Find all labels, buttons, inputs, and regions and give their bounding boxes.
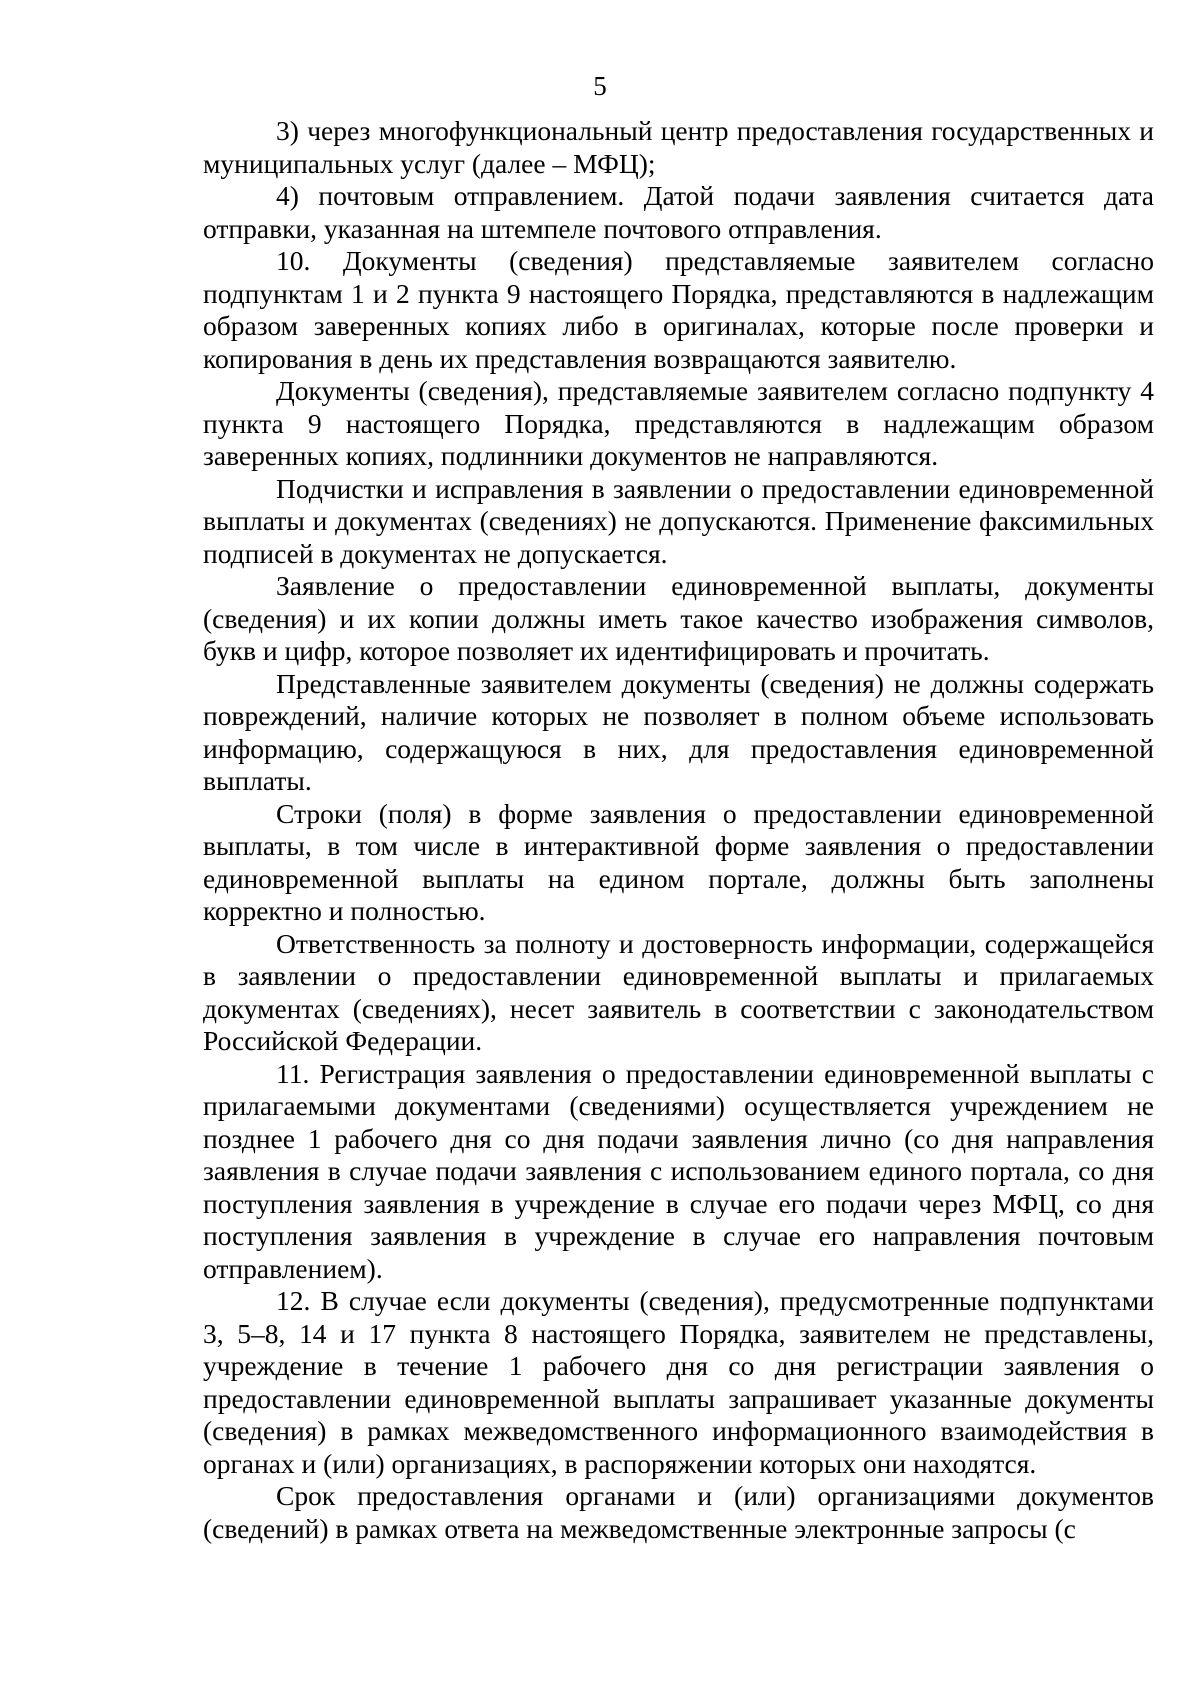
paragraph-no-damage: Представленные заявителем документы (сведения) не должны содержать повреждений, наличие которых не позволяет в полном объеме использовать информацию, содержащуюся в них, для предоставления единовременной выплаты. (203, 667, 1154, 796)
paragraph-clause-12: 12. В случае если документы (сведения), предусмотренные подпунктами 3, 5–8, 14 и 17 пункта 8 настоящего Порядка, заявителем не представлены, учреждение в течение 1 рабочего дня со дня регистрации заявления о предоставлении единовременной выплаты запрашивает указанные документы (сведения) в рамках межведомственного информационного взаимодействия в органах и (или) организациях, в распоряжении которых они находятся. (203, 1285, 1154, 1479)
paragraph-form-fields: Строки (поля) в форме заявления о предоставлении единовременной выплаты, в том числе в интерактивной форме заявления о предоставлении единовременной выплаты на едином портале, должны быть заполнены корректно и полностью. (203, 797, 1154, 926)
paragraph-image-quality: Заявление о предоставлении единовременной выплаты, документы (сведения) и их копии должны иметь такое качество изображения символов, букв и цифр, которое позволяет их идентифицировать и прочитать. (203, 570, 1154, 666)
paragraph-responsibility: Ответственность за полноту и достоверность информации, содержащейся в заявлении о предоставлении единовременной выплаты и прилагаемых документах (сведениях), несет заявитель в соответствии с законодательством Российской Федерации. (203, 927, 1154, 1056)
paragraph-copies-subpoint-4: Документы (сведения), представляемые заявителем согласно подпункту 4 пункта 9 настоящего Порядка, представляются в надлежащим образом заверенных копиях, подлинники документов не направляются. (203, 375, 1154, 471)
paragraph-response-term: Срок предоставления органами и (или) организациями документов (сведений) в рамках ответа на межведомственные электронные запросы (с (203, 1480, 1154, 1544)
paragraph-clause-10: 10. Документы (сведения) представляемые заявителем согласно подпунктам 1 и 2 пункта 9 настоящего Порядка, представляются в надлежащим образом заверенных копиях либо в оригиналах, которые после проверки и копирования в день их представления возвращаются заявителю. (203, 245, 1154, 374)
paragraph-item-3: 3) через многофункциональный центр предоставления государственных и муниципальных услуг (далее – МФЦ); (203, 115, 1154, 179)
paragraph-clause-11: 11. Регистрация заявления о предоставлении единовременной выплаты с прилагаемыми документами (сведениями) осуществляется учреждением не позднее 1 рабочего дня со дня подачи заявления лично (со дня направления заявления в случае подачи заявления с использованием единого портала, со дня поступления заявления в учреждение в случае его подачи через МФЦ, со дня поступления заявления в учреждение в случае его направления почтовым отправлением). (203, 1057, 1154, 1284)
document-body (203, 115, 1154, 1545)
page-number: 5 (593, 71, 607, 101)
paragraph-item-4: 4) почтовым отправлением. Датой подачи заявления считается дата отправки, указанная на штемпеле почтового отправления. (203, 180, 1154, 244)
paragraph-no-corrections: Подчистки и исправления в заявлении о предоставлении единовременной выплаты и документах (сведениях) не допускаются. Применение факсимильных подписей в документах не допускается. (203, 472, 1154, 569)
